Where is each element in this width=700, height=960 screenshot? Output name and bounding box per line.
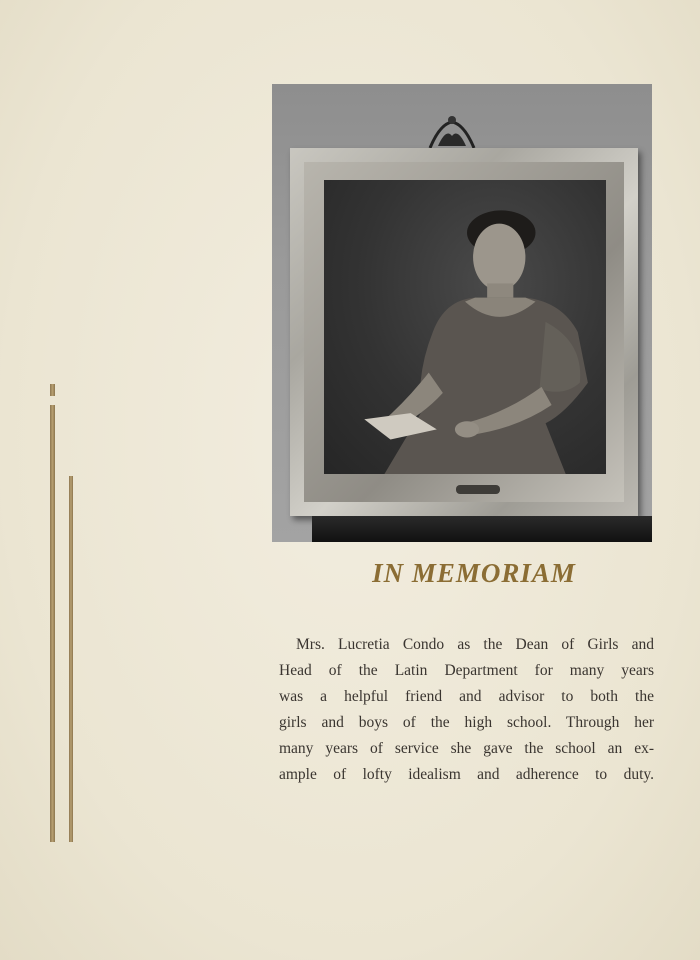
paragraph-line: ample of lofty idealism and adherence to duty. [279,766,654,783]
frame-plaque [456,485,500,494]
memoriam-heading: IN MEMORIAM [372,558,576,588]
memorial-portrait-photo [272,84,652,542]
paragraph-line: Mrs. Lucretia Condo as the Dean of Girls and [296,636,654,653]
paragraph-line: was a helpful friend and advisor to both the [279,688,654,705]
memorial-paragraph [279,632,654,788]
decorative-rule-long [50,405,55,842]
decorative-rule-inner [69,476,73,842]
paragraph-line: Head of the Latin Department for many years [279,662,654,679]
frame-molding [304,162,624,502]
oil-painting [324,180,606,474]
frame-hanger-icon [422,106,482,152]
paragraph-line: girls and boys of the high school. Through her [279,714,654,731]
portrait-figure-icon [324,180,606,474]
decorative-rule-short [50,384,55,396]
picture-frame [290,148,638,516]
paragraph-line: many years of service she gave the school an ex- [279,740,654,757]
shelf-shadow [312,516,652,542]
